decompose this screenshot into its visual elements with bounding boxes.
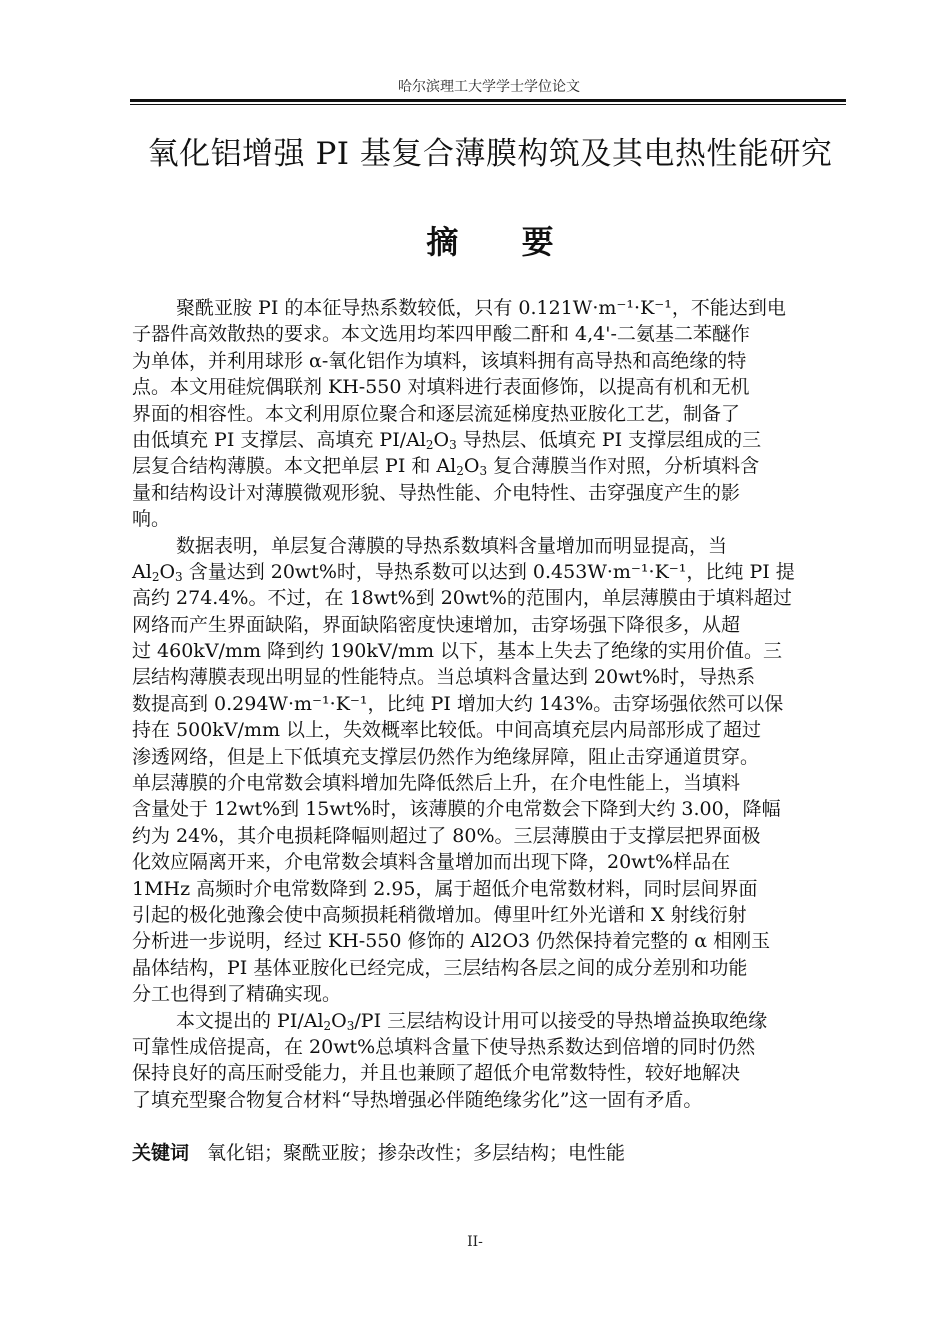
text-line: 分工也得到了精确实现。: [132, 983, 342, 1006]
text-line: 高约 274.4%。不过，在 18wt%到 20wt%的范围内，单层薄膜由于填料超过: [132, 587, 792, 610]
text-line: 渗透网络，但是上下低填充支撑层仍然作为绝缘屏障，阻止击穿通道贯穿。: [132, 745, 760, 768]
text-line: $Al_2O_3$ 含量达到 20wt%时，导热系数可以达到 0.453W·m⁻¹·K⁻¹，比纯 PI 提: [132, 560, 795, 584]
text-line: 分析进一步说明，经过 KH-550 修饰的 Al2O3 仍然保持着完整的 α 相刚玉: [132, 930, 771, 953]
text-line: 由低填充 PI 支撑层、高填充 $PI/Al_2O_3$ 导热层、低填充 PI 支撑层组成的三: [132, 428, 762, 452]
text-line: 量和结构设计对薄膜微观形貌、导热性能、介电特性、击穿强度产生的影: [132, 481, 741, 504]
thesis-title: 氧化铝增强 PI 基复合薄膜构筑及其电热性能研究: [147, 136, 833, 172]
header-rule-thin: [130, 104, 846, 105]
text-line: 约为 24%，其介电损耗降幅则超过了 80%。三层薄膜由于支撑层把界面极: [132, 824, 761, 847]
text-line: 点。本文用硅烷偶联剂 KH-550 对填料进行表面修饰，以提高有机和无机: [132, 376, 750, 399]
page-number: II-: [467, 1234, 483, 1250]
text-line: 单层薄膜的介电常数会填料增加先降低然后上升，在介电性能上，当填料: [132, 772, 741, 795]
text-line: 网络而产生界面缺陷，界面缺陷密度快速增加，击穿场强下降很多，从超: [132, 613, 741, 636]
keywords-line: [132, 1140, 625, 1166]
text-line: 引起的极化弛豫会使中高频损耗稍微增加。傅里叶红外光谱和 X 射线衍射: [132, 903, 747, 926]
abstract-heading: 摘 要: [426, 223, 580, 261]
text-line: 数提高到 0.294W·m⁻¹·K⁻¹，比纯 PI 增加大约 143%。击穿场强依然可以保: [132, 692, 784, 715]
text-line: 了填充型聚合物复合材料“导热增强必伴随绝缘劣化”这一固有矛盾。: [132, 1088, 703, 1111]
text-line: 子器件高效散热的要求。本文选用均苯四甲酸二酐和 4,4'-二氨基二苯醚作: [132, 323, 750, 346]
text-line: 界面的相容性。本文利用原位聚合和逐层流延梯度热亚胺化工艺，制备了: [132, 402, 741, 425]
header-rule-thick: [130, 99, 846, 102]
text-line: 保持良好的高压耐受能力，并且也兼顾了超低介电常数特性，较好地解决: [132, 1062, 741, 1085]
paragraph-3: [132, 1008, 848, 1114]
text-line: 层复合结构薄膜。本文把单层 PI 和 $Al_2O_3$ 复合薄膜当作对照，分析填料含: [132, 455, 760, 479]
text-line: 为单体，并利用球形 α-氧化铝作为填料，该填料拥有高导热和高绝缘的特: [132, 349, 747, 372]
text-line: 持在 500kV/mm 以上，失效概率比较低。中间高填充层内局部形成了超过: [132, 719, 762, 742]
text-line: 本文提出的 $PI/Al_2O_3/PI$ 三层结构设计用可以接受的导热增益换取绝缘: [176, 1009, 768, 1033]
paragraph-2: [132, 533, 848, 1008]
text-line: 晶体结构，PI 基体亚胺化已经完成，三层结构各层之间的成分差别和功能: [132, 956, 748, 979]
abstract-body: [132, 295, 848, 1113]
paragraph-1: [132, 295, 848, 533]
text-line: 1MHz 高频时介电常数降到 2.95，属于超低介电常数材料，同时层间界面: [132, 877, 758, 900]
text-line: 聚酰亚胺 PI 的本征导热系数较低，只有 0.121W·m⁻¹·K⁻¹，不能达到电: [176, 297, 786, 319]
keywords-text: 氧化铝；聚酰亚胺；掺杂改性；多层结构；电性能: [207, 1142, 626, 1164]
text-line: 含量处于 12wt%到 15wt%时，该薄膜的介电常数会下降到大约 3.00，降幅: [132, 798, 781, 821]
text-line: 可靠性成倍提高，在 20wt%总填料含量下使导热系数达到倍增的同时仍然: [132, 1035, 756, 1058]
text-line: 过 460kV/mm 降到约 190kV/mm 以下，基本上失去了绝缘的实用价值。三: [132, 640, 783, 663]
text-line: 化效应隔离开来，介电常数会填料含量增加而出现下降，20wt%样品在: [132, 851, 731, 874]
text-line: 层结构薄膜表现出明显的性能特点。当总填料含量达到 20wt%时，导热系: [132, 666, 756, 689]
text-line: 数据表明，单层复合薄膜的导热系数填料含量增加而明显提高，当: [176, 534, 728, 557]
keywords-label: 关键词: [132, 1142, 190, 1164]
text-line: 响。: [132, 508, 171, 531]
running-header: 哈尔滨理工大学学士学位论文: [398, 79, 580, 95]
